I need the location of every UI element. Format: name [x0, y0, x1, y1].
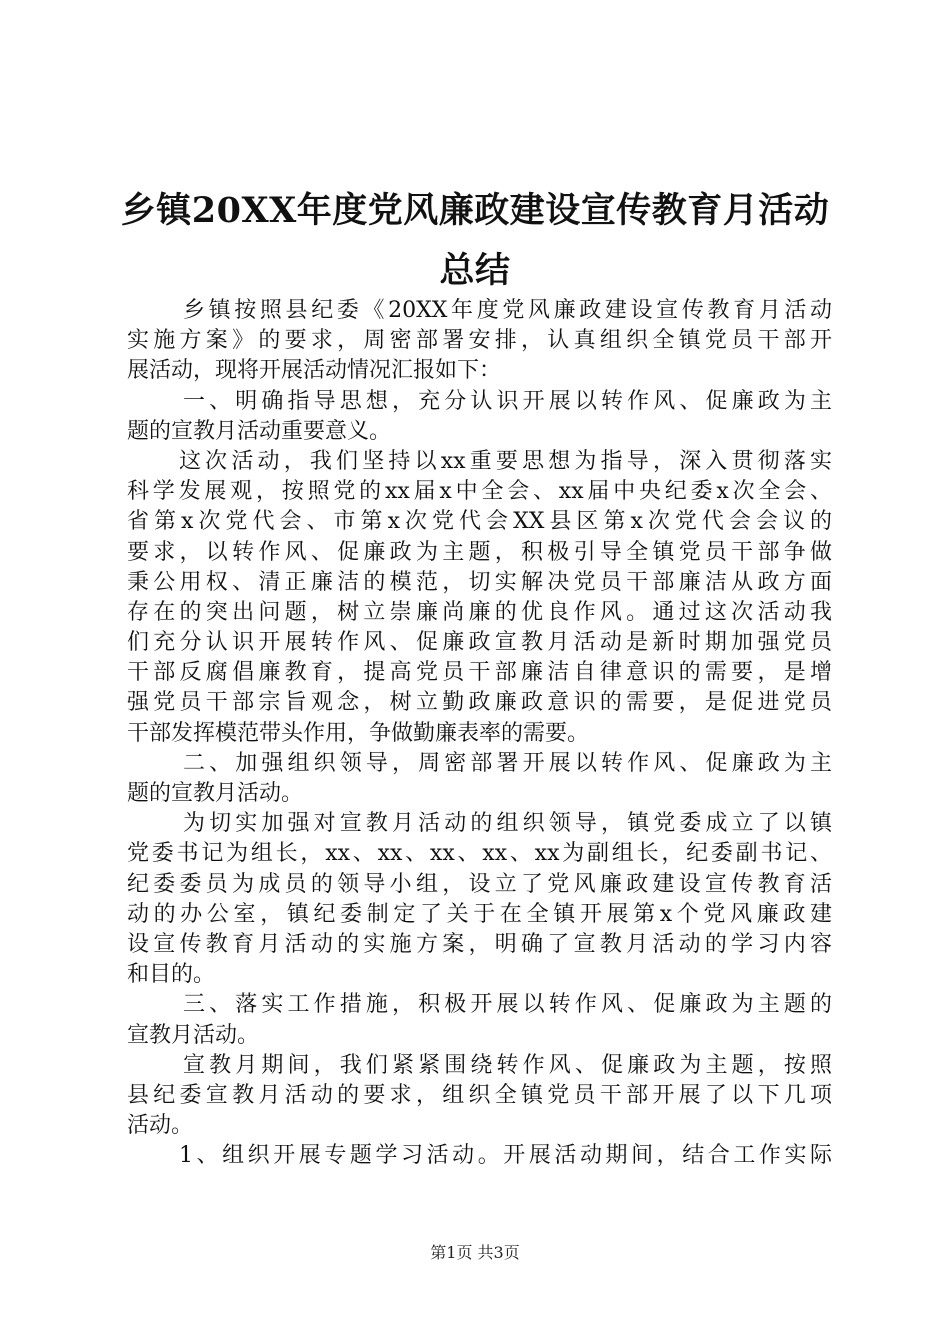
body-line: 乡镇按照县纪委《20XX年度党风廉政建设宣传教育月活动: [183, 298, 832, 323]
body-line: 干部发挥模范带头作用，争做勤廉表率的需要。: [127, 720, 590, 746]
body-line: 展活动，现将开展活动情况汇报如下：: [127, 358, 502, 384]
body-line: 科学发展观，按照党的xx届x中全会、xx届中央纪委x次全会、: [127, 479, 832, 505]
body-line: 要求，以转作风、促廉政为主题，积极引导全镇党员干部争做: [127, 539, 832, 565]
section-heading-line: 题的宣教月活动重要意义。: [127, 418, 392, 444]
section-heading-line: 二、加强组织领导，周密部署开展以转作风、促廉政为主: [183, 750, 832, 776]
body-line: 这次活动，我们坚持以xx重要思想为指导，深入贯彻落实: [179, 448, 832, 474]
body-line: 纪委委员为成员的领导小组，设立了党风廉政建设宣传教育活: [127, 871, 832, 897]
section-heading-line: 三、落实工作措施，积极开展以转作风、促廉政为主题的: [183, 992, 832, 1018]
body-line: 动的办公室，镇纪委制定了关于在全镇开展第x个党风廉政建: [127, 901, 832, 927]
body-line: 党委书记为组长，xx、xx、xx、xx、xx为副组长，纪委副书记、: [127, 841, 832, 867]
body-line: 干部反腐倡廉教育，提高党员干部廉洁自律意识的需要，是增: [127, 660, 832, 686]
body-line: 实施方案》的要求，周密部署安排，认真组织全镇党员干部开: [127, 328, 832, 354]
body-line: 为切实加强对宣教月活动的组织领导，镇党委成立了以镇: [183, 811, 832, 837]
body-line: 和目的。: [127, 962, 216, 988]
body-line: 存在的突出问题，树立崇廉尚廉的优良作风。通过这次活动我: [127, 599, 832, 625]
body-line: 设宣传教育月活动的实施方案，明确了宣教月活动的学习内容: [127, 931, 832, 957]
section-heading-line: 宣教月活动。: [127, 1022, 260, 1048]
document-title-line-2: 总结: [439, 250, 511, 291]
page-number-footer: 第1页 共3页: [430, 1243, 520, 1262]
body-line: 县纪委宣教月活动的要求，组织全镇党员干部开展了以下几项: [127, 1082, 832, 1108]
body-line: 省第x次党代会、市第x次党代会XX县区第x次党代会会议的: [127, 509, 832, 535]
document-title-line-1: 乡镇20XX年度党风廉政建设宣传教育月活动: [120, 190, 830, 231]
body-line: 1、组织开展专题学习活动。开展活动期间，结合工作实际: [179, 1143, 832, 1169]
body-line: 活动。: [127, 1113, 194, 1139]
section-heading-line: 题的宣教月活动。: [127, 781, 304, 806]
body-line: 秉公用权、清正廉洁的模范，切实解决党员干部廉洁从政方面: [127, 569, 832, 595]
body-line: 强党员干部宗旨观念，树立勤政廉政意识的需要，是促进党员: [127, 690, 832, 716]
body-line: 们充分认识开展转作风、促廉政宣教月活动是新时期加强党员: [127, 630, 832, 656]
section-heading-line: 一、明确指导思想，充分认识开展以转作风、促廉政为主: [183, 388, 832, 414]
document-body: [127, 296, 832, 1171]
body-line: 宣教月期间，我们紧紧围绕转作风、促廉政为主题，按照: [183, 1052, 832, 1078]
